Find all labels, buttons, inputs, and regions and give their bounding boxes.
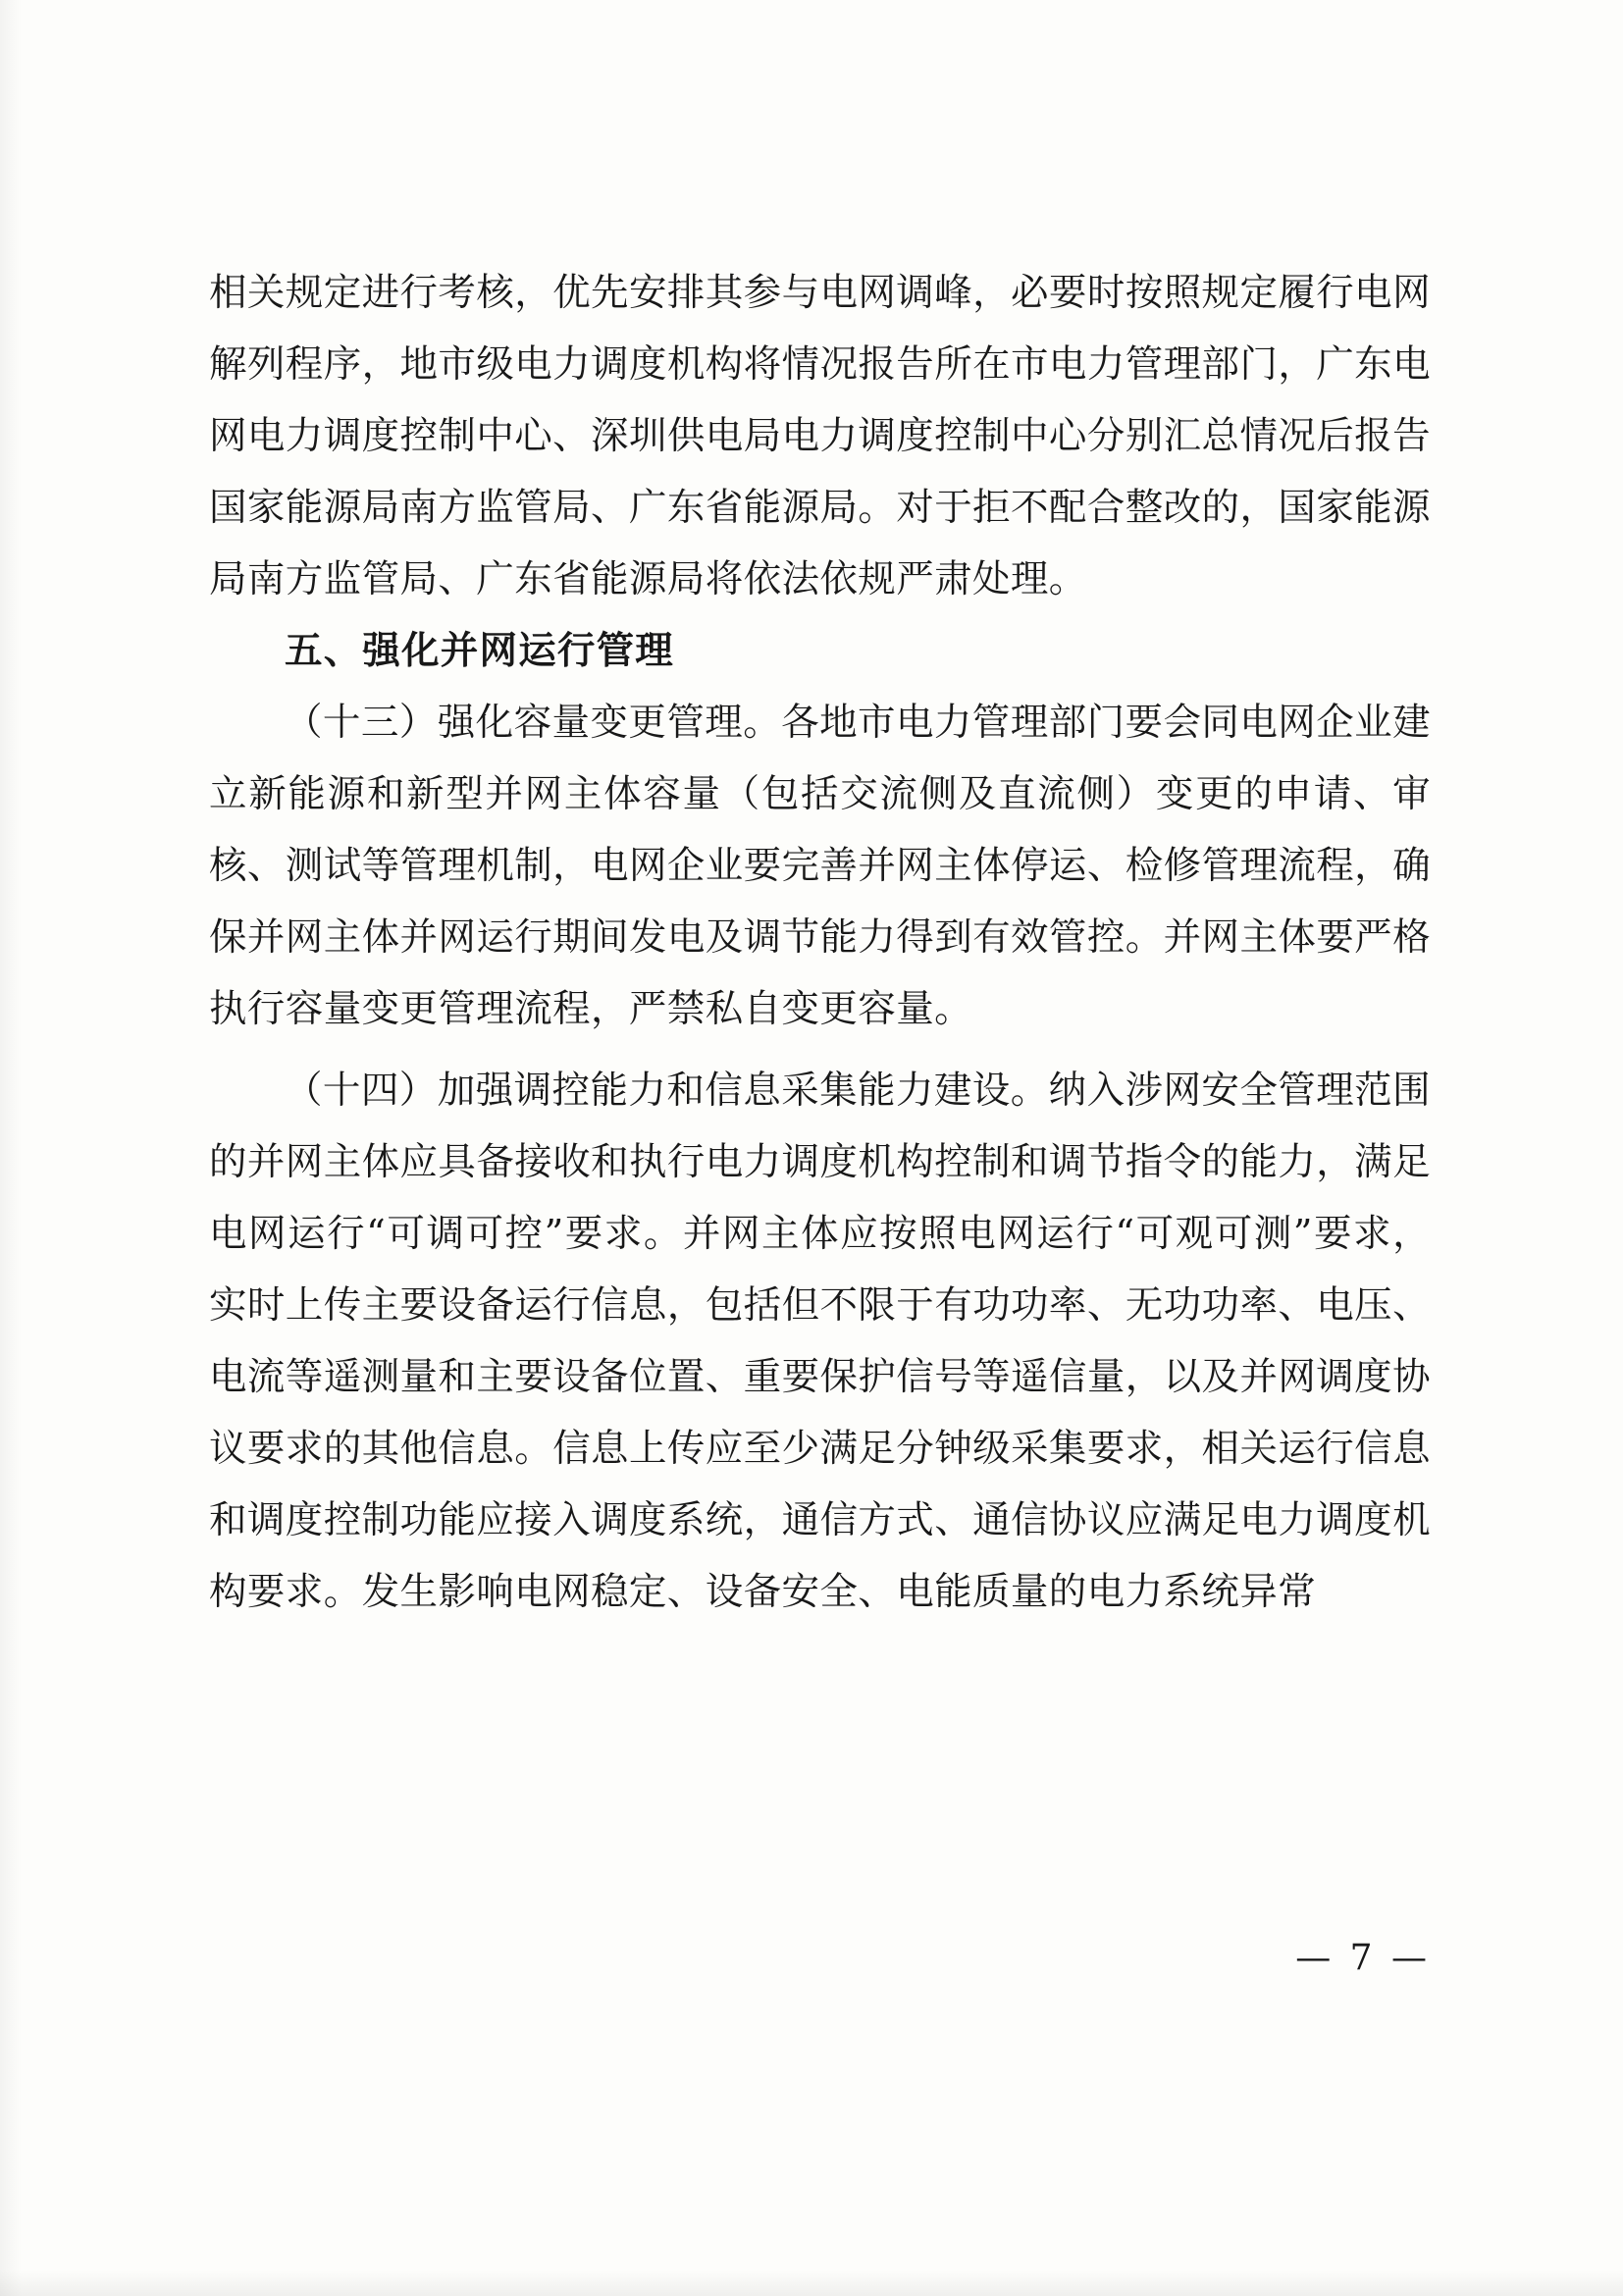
page-number: — 7 — [1295,1938,1431,1978]
paragraph-continuation: 相关规定进行考核，优先安排其参与电网调峰，必要时按照规定履行电网解列程序，地市级电力调度机构将情况报告所在市电力管理部门，广东电网电力调度控制中心、深圳供电局电力调度控制中心分别汇总情况后报告国家能源局南方监管局、广东省能源局。对于拒不配合整改的，国家能源局南方监管局、广东省能源局将依法依规严肃处理。 [209,271,1431,601]
paragraph-spacer [209,1045,1431,1055]
document-body [209,257,1431,1628]
paragraph-item-13: （十三）强化容量变更管理。各地市电力管理部门要会同电网企业建立新能源和新型并网主体容量（包括交流侧及直流侧）变更的申请、审核、测试等管理机制，电网企业要完善并网主体停运、检修管理流程，确保并网主体并网运行期间发电及调节能力得到有效管控。并网主体要严格执行容量变更管理流程，严禁私自变更容量。 [209,701,1431,1031]
page-edge-shadow-bottom [0,2270,1623,2296]
paragraph-item-14: （十四）加强调控能力和信息采集能力建设。纳入涉网安全管理范围的并网主体应具备接收和执行电力调度机构控制和调节指令的能力，满足电网运行“可调可控”要求。并网主体应按照电网运行“可观可测”要求，实时上传主要设备运行信息，包括但不限于有功功率、无功功率、电压、电流等遥测量和主要设备位置、重要保护信号等遥信量，以及并网调度协议要求的其他信息。信息上传应至少满足分钟级采集要求，相关运行信息和调度控制功能应接入调度系统，通信方式、通信协议应满足电力调度机构要求。发生影响电网稳定、设备安全、电能质量的电力系统异常 [209,1069,1431,1614]
page-edge-shadow-left [0,0,22,2296]
section-heading-five: 五、强化并网运行管理 [285,629,675,673]
